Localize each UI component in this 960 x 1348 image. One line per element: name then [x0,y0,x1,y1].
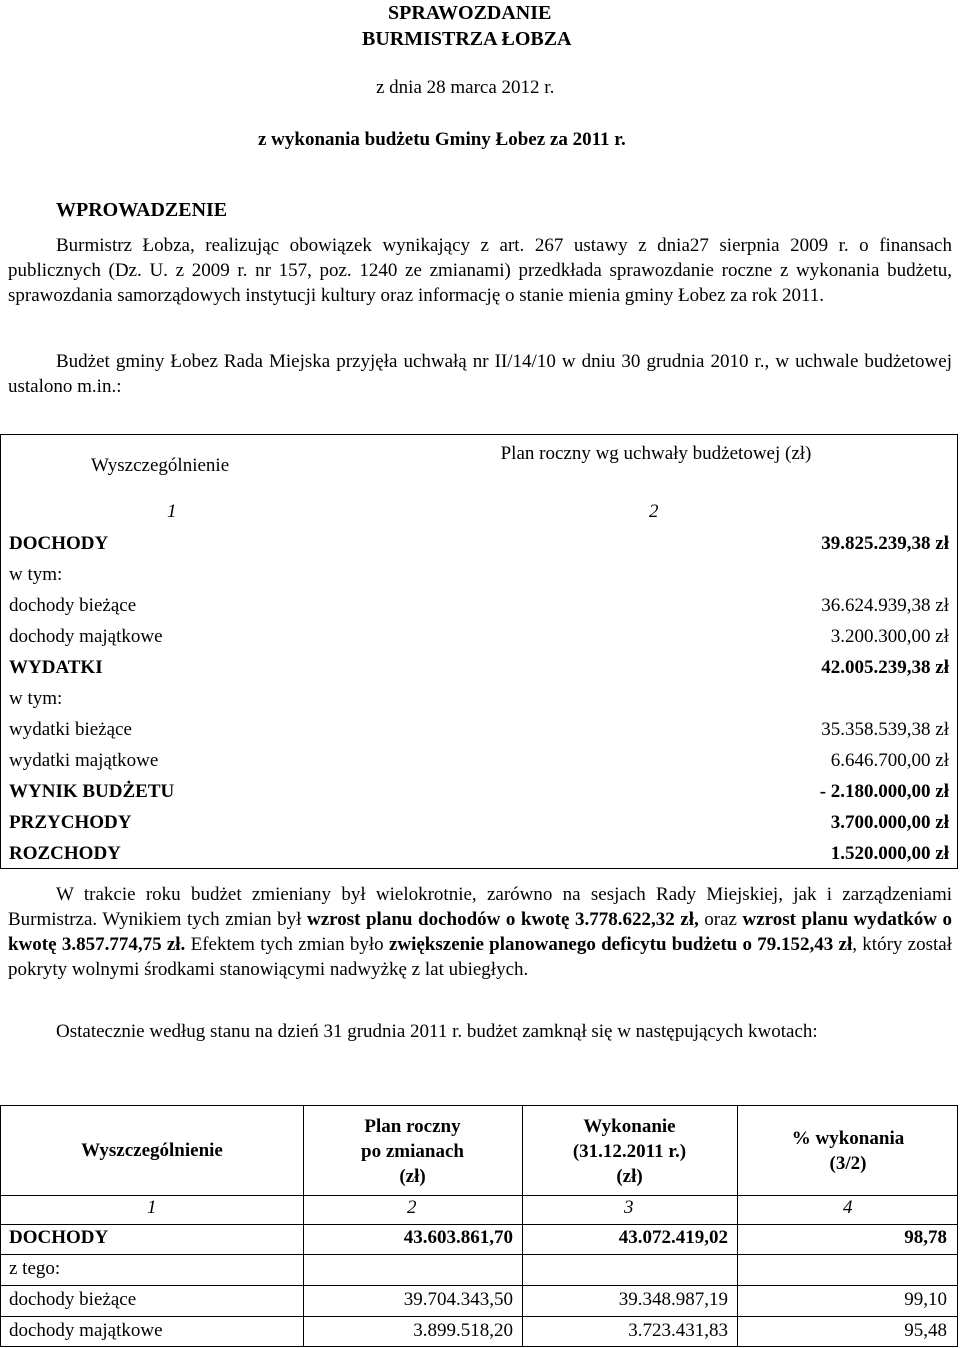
table2-header-col3 [522,1114,737,1189]
table2-row-plan: 43.603.861,70 [403,1227,513,1248]
changes-text-a: W trakcie roku budżet zmieniany był wielokrotnie, zarówno na sesjach Rady Miejskiej, jak i zarządzeniami Burmistrza. Wynikiem tych zmian był [8,884,952,930]
table2-h2-line3: (zł) [399,1166,426,1187]
closing-paragraph: Ostatecznie według stanu na dzień 31 grudnia 2011 r. budżet zamknął się w następujących kwotach: [56,1021,818,1042]
table2-row-percent: 95,48 [904,1320,947,1341]
table2-num-col2: 2 [407,1197,417,1218]
changes-paragraph [8,882,952,982]
table2-row-label: dochody majątkowe [9,1320,163,1341]
table1-row-value: 6.646.700,00 zł [830,750,949,771]
report-date: z dnia 28 marca 2012 r. [376,77,555,98]
table2-row-divider-1 [1,1254,957,1255]
table1-row-label: ROZCHODY [9,843,121,864]
intro-heading: WPROWADZENIE [56,199,228,221]
table1-row-value: - 2.180.000,00 zł [819,781,949,802]
table2-row-label: DOCHODY [9,1227,109,1248]
table1-row-label: DOCHODY [9,533,109,554]
table2-header-col2 [303,1114,522,1189]
table2-row-plan: 3.899.518,20 [413,1320,513,1341]
table2-h3-line3: (zł) [616,1166,643,1187]
table2-row-divider-3 [1,1316,957,1317]
table1-row-value: 1.520.000,00 zł [830,843,949,864]
table2-row-execution: 39.348.987,19 [618,1289,728,1310]
title-line-2: BURMISTRZA ŁOBZA [362,28,572,50]
changes-text-g: , który został pokryty wolnymi środkami stanowiącymi nadwyżkę z lat ubiegłych. [8,934,952,980]
table2-row-label: dochody bieżące [9,1289,137,1310]
table1-row-value: 3.200.300,00 zł [830,626,949,647]
changes-income-increase: wzrost planu dochodów o kwotę 3.778.622,32 zł, [306,909,699,930]
table2-h2-line1: Plan roczny [364,1116,461,1137]
changes-text-e: Efektem tych zmian było [185,934,389,955]
table2-header-col1: Wyszczególnienie [81,1140,223,1161]
table1-row-label: WYDATKI [9,657,103,678]
table2-h4-line1: % wykonania [791,1128,905,1149]
report-subtitle: z wykonania budżetu Gminy Łobez za 2011 r. [258,129,626,150]
table1-row-label: dochody majątkowe [9,626,163,647]
title-line-1: SPRAWOZDANIE [388,2,552,24]
report-title [362,0,572,52]
table2-row-execution: 3.723.431,83 [628,1320,728,1341]
budget-plan-table [0,434,958,869]
table1-row-label: dochody bieżące [9,595,137,616]
table1-row-value: 42.005.239,38 zł [821,657,949,678]
table2-num-col1: 1 [147,1197,157,1218]
table2-number-divider [1,1224,957,1225]
table1-row-label: wydatki bieżące [9,719,132,740]
changes-deficit-increase: zwiększenie planowanego deficytu budżetu o 79.152,43 zł [388,934,853,955]
table2-row-label: z tego: [9,1258,61,1279]
table1-row-label: wydatki majątkowe [9,750,159,771]
table1-row-label: w tym: [9,688,63,709]
table2-h3-line1: Wykonanie [583,1116,676,1137]
table2-num-col3: 3 [624,1197,634,1218]
table1-row-value: 35.358.539,38 zł [821,719,949,740]
changes-text-c: oraz [698,909,743,930]
changes-expense-increase: wzrost planu wydatków o kwotę 3.857.774,75 zł. [8,909,952,955]
table2-header-divider [1,1195,957,1196]
table1-num-col2: 2 [649,501,659,522]
table1-header-col2: Plan roczny wg uchwały budżetowej (zł) [500,443,812,464]
intro-paragraph-2: Budżet gminy Łobez Rada Miejska przyjęła uchwałą nr II/14/10 w dniu 30 grudnia 2010 r., w uchwale budżetowej ustalono m.in.: [8,351,952,397]
table2-row-plan: 39.704.343,50 [403,1289,513,1310]
table2-h4-line2: (3/2) [829,1153,867,1174]
table1-row-value: 36.624.939,38 zł [821,595,949,616]
table1-row-label: w tym: [9,564,63,585]
table1-row-label: PRZYCHODY [9,812,132,833]
table1-row-value: 3.700.000,00 zł [830,812,949,833]
budget-execution-table [0,1105,958,1347]
table2-header-col4 [737,1126,959,1176]
table2-h2-line2: po zmianach [361,1141,464,1162]
table2-row-divider-2 [1,1285,957,1286]
table2-h3-line2: (31.12.2011 r.) [572,1141,687,1162]
table2-row-percent: 99,10 [904,1289,947,1310]
table1-header-col1: Wyszczególnienie [91,455,230,476]
table2-row-execution: 43.072.419,02 [618,1227,728,1248]
table2-row-percent: 98,78 [904,1227,947,1248]
intro-paragraph-1: Burmistrz Łobza, realizując obowiązek wynikający z art. 267 ustawy z dnia27 sierpnia 2009 r. o finansach publicznych (Dz. U. z 2009 r. nr 157, poz. 1240 ze zmianami) przedkłada sprawozdanie roczne z wykonania budżetu, sprawozdania samorządowych instytucji kultury oraz informację o stanie mienia gminy Łobez za rok 2011. [8,235,952,306]
table2-num-col4: 4 [843,1197,853,1218]
table1-row-value: 39.825.239,38 zł [821,533,949,554]
table1-row-label: WYNIK BUDŻETU [9,781,175,802]
table1-num-col1: 1 [167,501,177,522]
